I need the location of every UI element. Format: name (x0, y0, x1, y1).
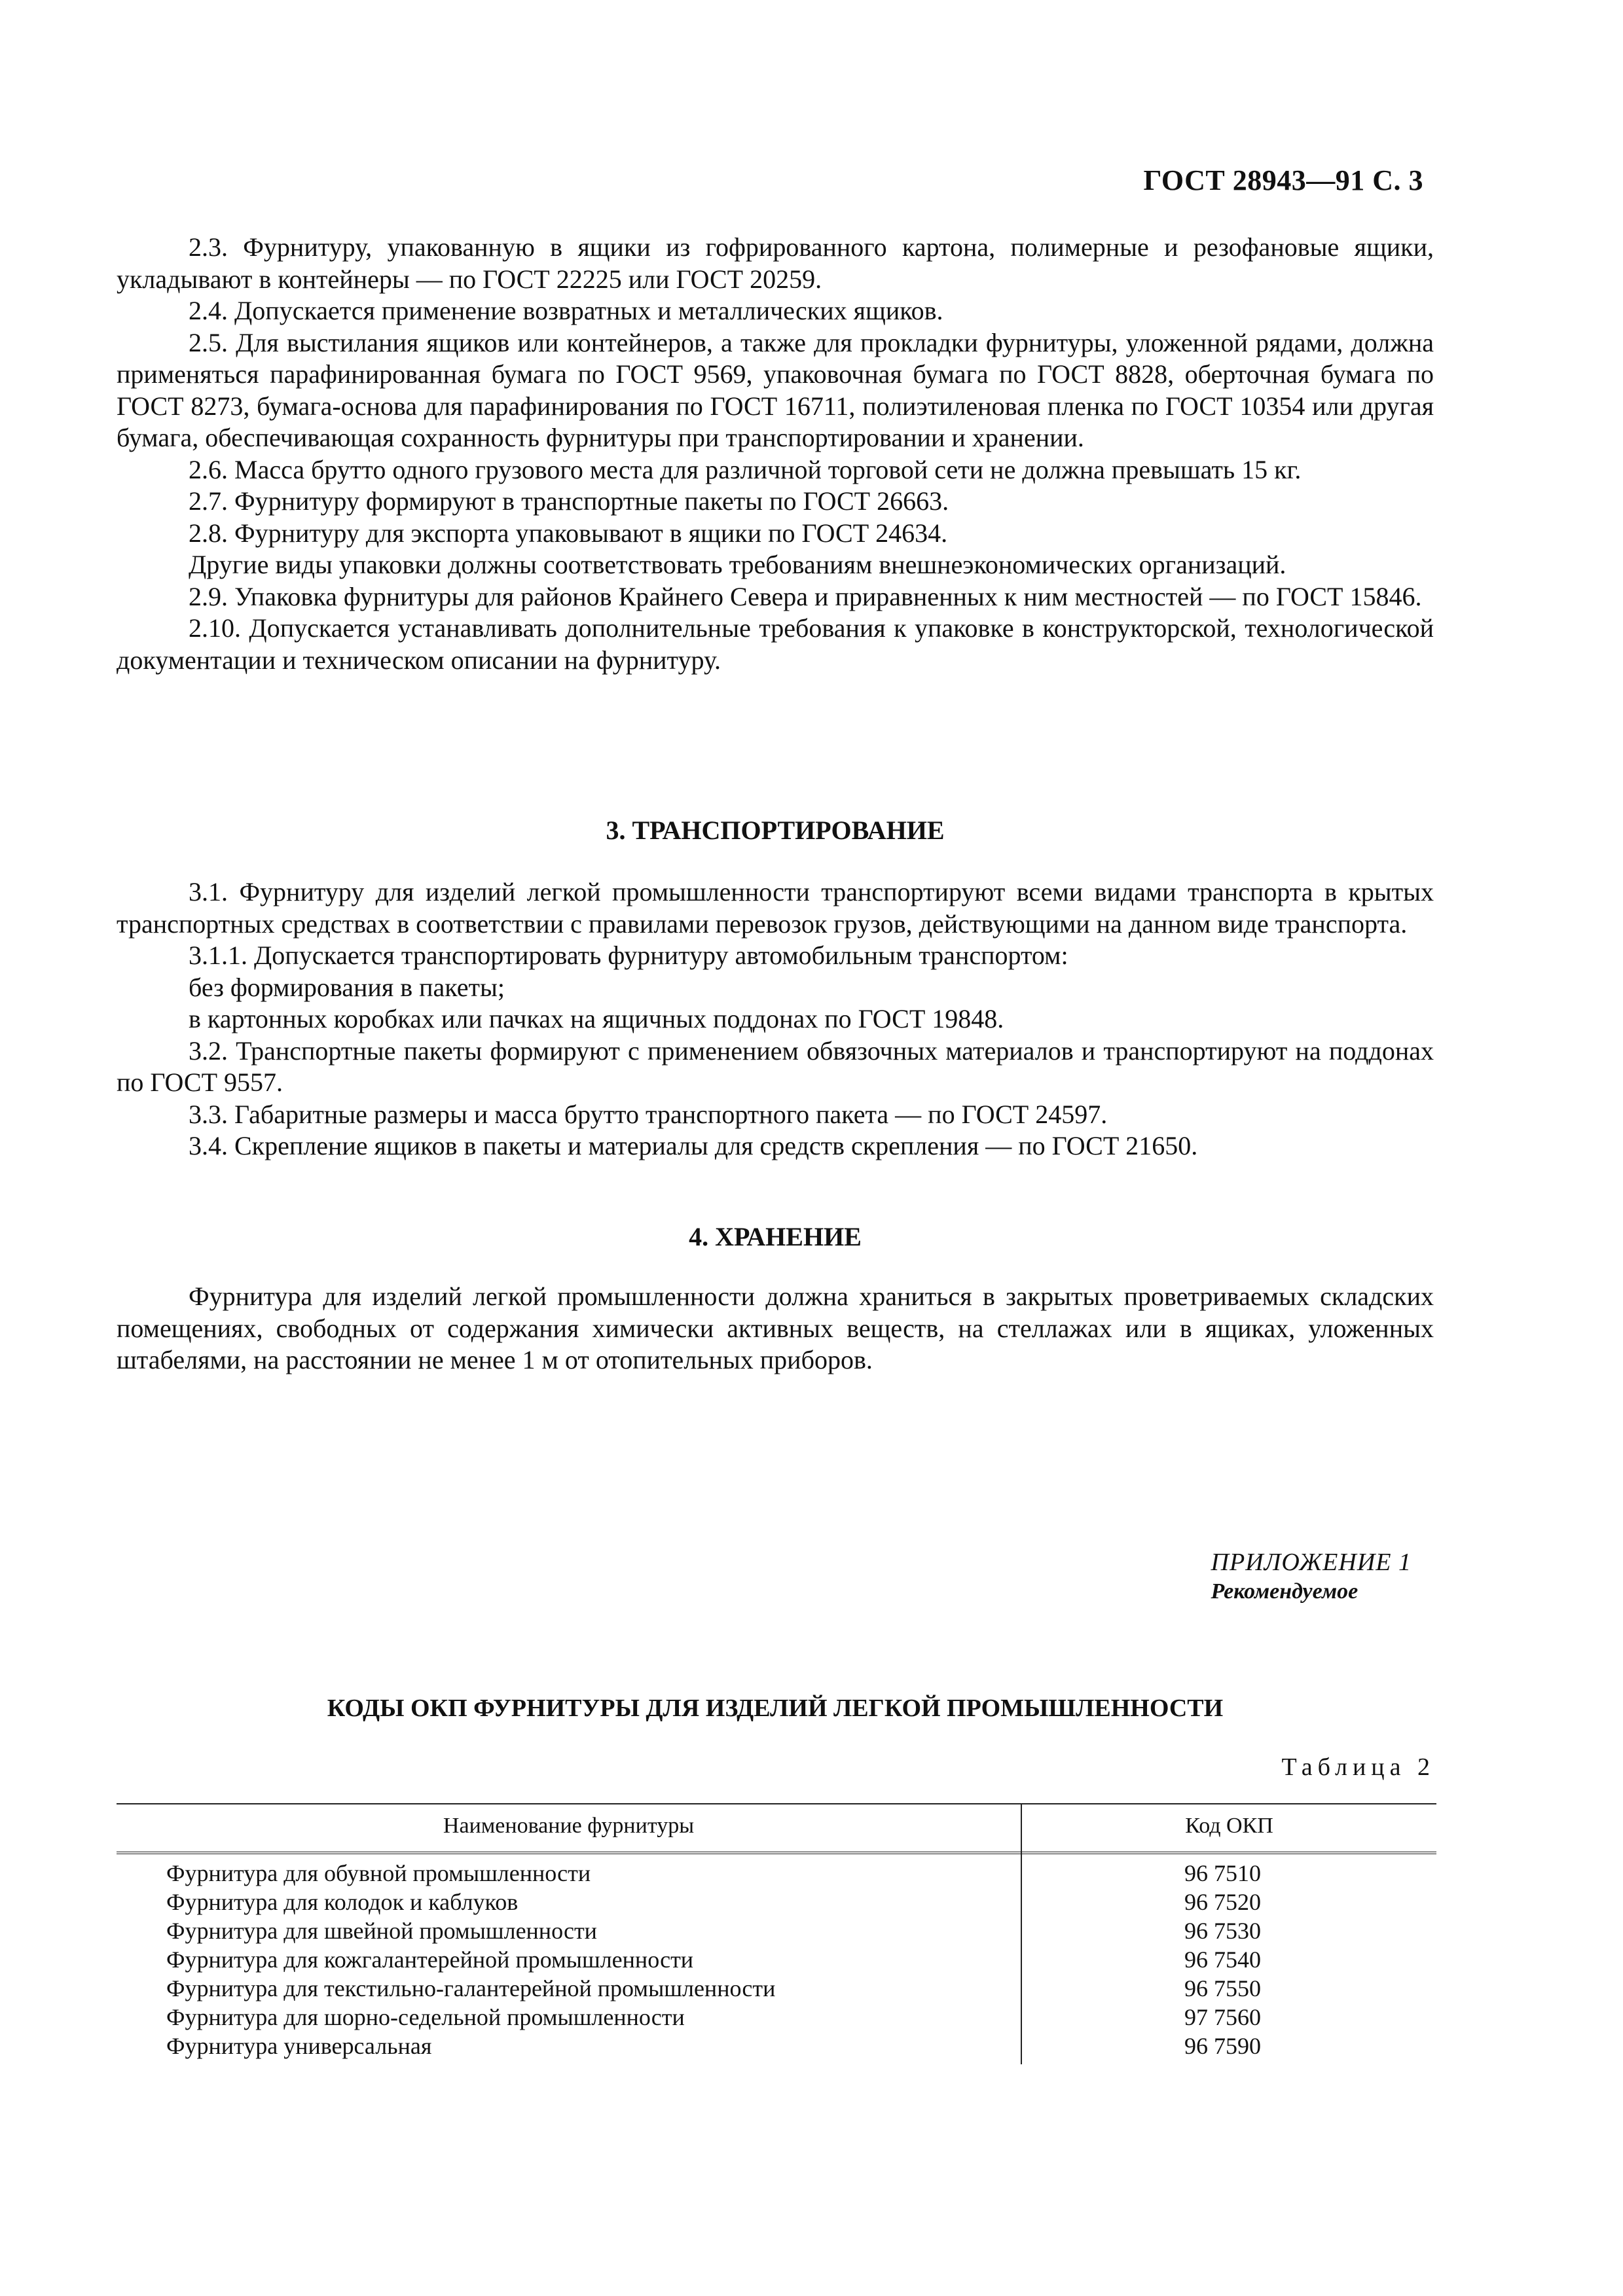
clause-3-1-1: 3.1.1. Допускается транспортировать фурнитуру автомобильным транспортом: (189, 941, 1068, 970)
storage-paragraph: Фурнитура для изделий легкой промышленности должна храниться в закрытых проветриваемых складских помещениях, свободных от содержания химически активных веществ, на стеллажах или в ящиках, уложенных штабелями, на расстоянии не менее 1 м от отопительных приборов. (117, 1282, 1434, 1374)
storage-clauses (117, 1281, 1434, 1376)
table-row (117, 1888, 1436, 1917)
clause-3-4: 3.4. Скрепление ящиков в пакеты и материалы для средств скрепления — по ГОСТ 21650. (189, 1131, 1198, 1160)
table-cell-name: Фурнитура для обувной промышленности (166, 1860, 591, 1886)
table-cell-name: Фурнитура для текстильно-галантерейной промышленности (166, 1975, 776, 2001)
clause-3-1-1-item-2: в картонных коробках или пачках на ящичных поддонах по ГОСТ 19848. (189, 1004, 1004, 1033)
table-row (117, 2032, 1436, 2061)
table-cell-code: 97 7560 (1184, 2004, 1261, 2030)
clause-2-6: 2.6. Масса брутто одного грузового места для различной торговой сети не должна превышать 15 кг. (189, 454, 1302, 484)
table-row (117, 1917, 1436, 1946)
packaging-clauses (117, 232, 1434, 676)
clause-3-1: 3.1. Фурнитуру для изделий легкой промышленности транспортируют всеми видами транспорта в крытых транспортных средствах в соответствии с правилами перевозок грузов, действующими на данном виде транспорта. (117, 877, 1434, 939)
table-body (117, 1859, 1436, 2061)
clause-2-5: 2.5. Для выстилания ящиков или контейнеров, а также для прокладки фурнитуры, уложенной рядами, должна применяться парафинированная бумага по ГОСТ 9569, упаковочная бумага по ГОСТ 8828, оберточная бумага по ГОСТ 8273, бумага-основа для парафинирования по ГОСТ 16711, полиэтиленовая пленка по ГОСТ 10354 или другая бумага, обеспечивающая сохранность фурнитуры при транспортировании и хранении. (117, 327, 1434, 452)
table-header-rule (117, 1852, 1436, 1854)
section-4-title: 4. ХРАНЕНИЕ (689, 1222, 862, 1251)
clause-2-4: 2.4. Допускается применение возвратных и металлических ящиков. (189, 296, 943, 325)
table-cell-name: Фурнитура для шорно-седельной промышленности (166, 2004, 685, 2030)
appendix-subtitle: Рекомендуемое (1211, 1579, 1359, 1604)
clause-2-7: 2.7. Фурнитуру формируют в транспортные пакеты по ГОСТ 26663. (189, 486, 949, 516)
clause-2-3: 2.3. Фурнитуру, упакованную в ящики из гофрированного картона, полимерные и резофановые ящики, укладывают в контейнеры — по ГОСТ 22225 или ГОСТ 20259. (117, 232, 1434, 294)
clause-2-9: 2.9. Упаковка фурнитуры для районов Крайнего Севера и приравненных к ним местностей — по ГОСТ 15846. (189, 581, 1422, 611)
table-cell-name: Фурнитура универсальная (166, 2033, 432, 2059)
table-row (117, 1859, 1436, 1888)
clause-2-8-note: Другие виды упаковки должны соответствовать требованиям внешнеэкономических организаций. (189, 550, 1286, 579)
table-cell-name: Фурнитура для кожгалантерейной промышленности (166, 1946, 694, 1973)
table-cell-name: Фурнитура для колодок и каблуков (166, 1889, 519, 1915)
clause-3-1-1-item-1: без формирования в пакеты; (189, 972, 505, 1002)
table-row (117, 2003, 1436, 2032)
table-label: Таблица 2 (1281, 1753, 1435, 1781)
table-cell-code: 96 7530 (1184, 1918, 1261, 1944)
appendix-heading (1211, 1548, 1412, 1604)
table-header-code: Код ОКП (1185, 1814, 1273, 1838)
table-cell-code: 96 7590 (1184, 2033, 1261, 2059)
page-header-doc-ref: ГОСТ 28943—91 С. 3 (1143, 164, 1423, 196)
clause-2-8: 2.8. Фурнитуру для экспорта упаковывают в ящики по ГОСТ 24634. (189, 518, 948, 548)
section-3-title: 3. ТРАНСПОРТИРОВАНИЕ (606, 816, 945, 845)
table-cell-code: 96 7540 (1184, 1946, 1261, 1973)
appendix-title: ПРИЛОЖЕНИЕ 1 (1211, 1549, 1412, 1576)
table-row (117, 1975, 1436, 2003)
clause-2-10: 2.10. Допускается устанавливать дополнительные требования к упаковке в конструкторской, технологической документации и техническом описании на фурнитуру. (117, 613, 1434, 675)
table-top-rule (117, 1803, 1436, 1804)
transport-clauses (117, 876, 1434, 1162)
table-cell-code: 96 7550 (1184, 1975, 1261, 2001)
table-cell-name: Фурнитура для швейной промышленности (166, 1918, 597, 1944)
table-cell-code: 96 7520 (1184, 1889, 1261, 1915)
clause-3-2: 3.2. Транспортные пакеты формируют с применением обвязочных материалов и транспортируют на поддонах по ГОСТ 9557. (117, 1035, 1434, 1097)
table-cell-code: 96 7510 (1184, 1860, 1261, 1886)
clause-3-3: 3.3. Габаритные размеры и масса брутто транспортного пакета — по ГОСТ 24597. (189, 1099, 1108, 1129)
codes-table-title: КОДЫ ОКП ФУРНИТУРЫ ДЛЯ ИЗДЕЛИЙ ЛЕГКОЙ ПРОМЫШЛЕННОСТИ (327, 1695, 1224, 1722)
table-header-name: Наименование фурнитуры (443, 1814, 695, 1838)
table-row (117, 1946, 1436, 1975)
